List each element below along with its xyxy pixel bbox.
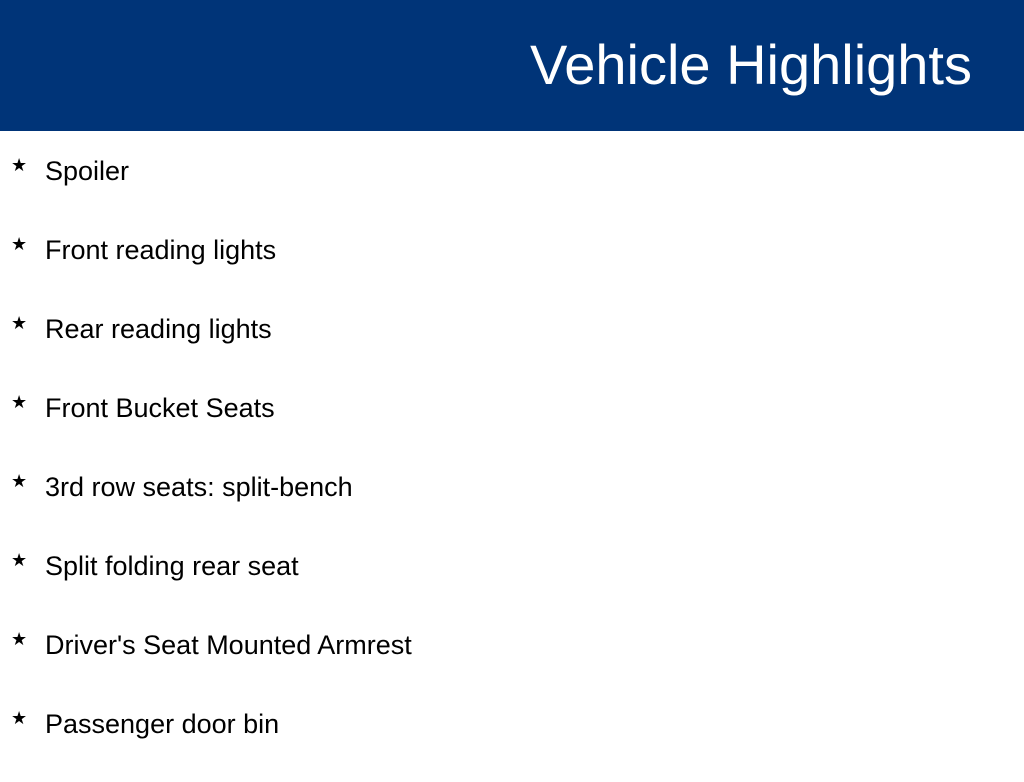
star-icon: ★ [11, 550, 28, 571]
header-banner [0, 0, 1024, 131]
feature-label: 3rd row seats: split-bench [45, 472, 353, 502]
feature-label: Front Bucket Seats [45, 393, 275, 423]
feature-label: Spoiler [45, 156, 130, 186]
feature-label: Passenger door bin [45, 709, 280, 739]
list-item [0, 308, 1024, 387]
star-icon: ★ [11, 629, 28, 650]
star-icon: ★ [11, 155, 28, 176]
list-item [0, 387, 1024, 466]
star-icon: ★ [11, 392, 28, 413]
feature-label: Front reading lights [45, 235, 277, 265]
feature-label: Split folding rear seat [45, 551, 299, 581]
list-item [0, 545, 1024, 624]
list-item [0, 466, 1024, 545]
list-item [0, 703, 1024, 782]
star-icon: ★ [11, 234, 28, 255]
list-item [0, 229, 1024, 308]
page-title: Vehicle Highlights [529, 33, 972, 96]
star-icon: ★ [11, 313, 28, 334]
star-icon: ★ [11, 471, 28, 492]
star-icon: ★ [11, 708, 28, 729]
feature-label: Rear reading lights [45, 314, 272, 344]
feature-list [0, 150, 1024, 782]
list-item [0, 150, 1024, 229]
feature-label: Driver's Seat Mounted Armrest [45, 630, 412, 660]
list-item [0, 624, 1024, 703]
